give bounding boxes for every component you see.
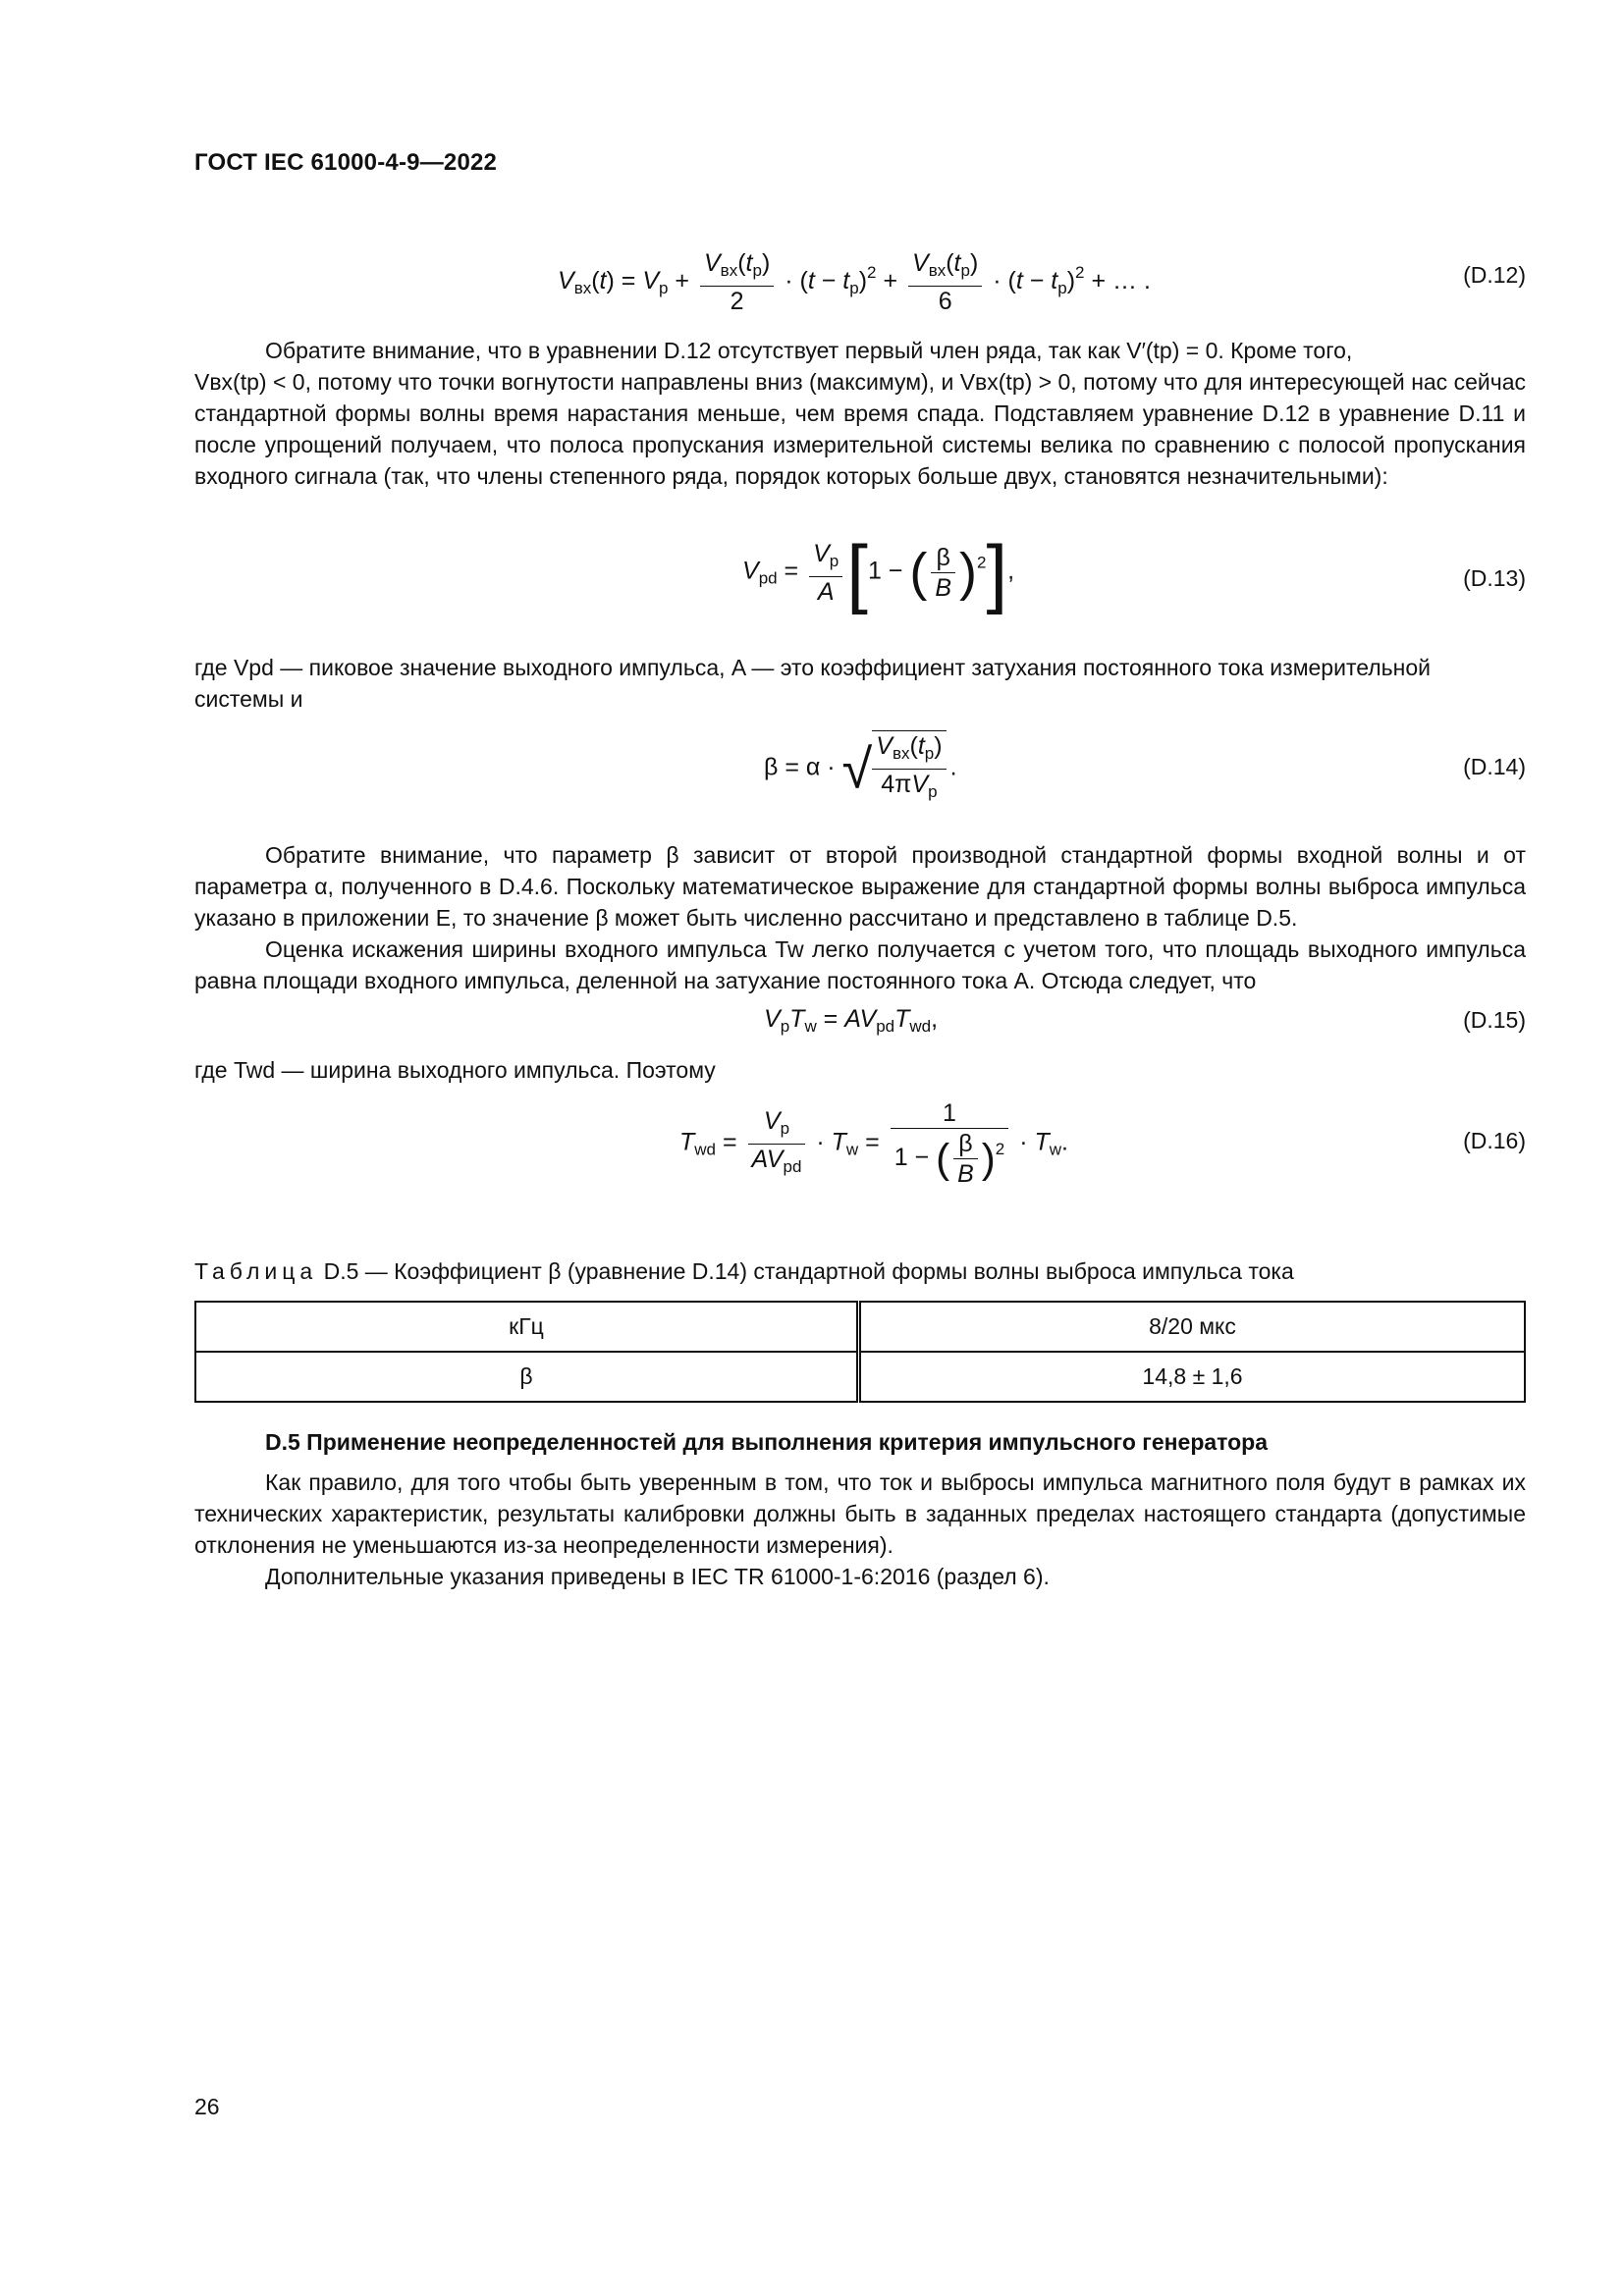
paragraph-2 (194, 839, 1526, 934)
table-cell: кГц (195, 1302, 859, 1352)
paragraph-3 (194, 934, 1526, 996)
paragraph-3-text: Оценка искажения ширины входного импульса Tw легко получается с учетом того, что площадь выходного импульса равна площади входного импульса, деленной на затухание постоянного тока A. Отсюда следует, что (194, 936, 1526, 993)
table-cell: β (195, 1352, 859, 1402)
paragraph-1-line-2: Vвх(tp) < 0, потому что точки вогнутости направлены вниз (максимум), и Vвх(tp) > 0, потому что для интересующей (194, 369, 1405, 395)
page-number: 26 (194, 2094, 220, 2119)
equation-d14 (194, 726, 1526, 815)
equation-d16 (194, 1095, 1526, 1222)
equation-d14-formula: β = α · √ $\frac{V_{вх}(t_p)}{4\pi V_p}$ . (764, 730, 957, 807)
paragraph-1-rest: нас сейчас стандартной формы волны время нарастания меньше, чем время спада. Подставляем уравнение D.12 в уравнение D.11 и после упрощений получаем, что полоса пропускания измерительной системы велика по сравнению с полосой пропускания входного сигнала (так, что члены степенного ряда, порядок которых больше двух, становятся незначительными): (194, 369, 1526, 489)
equation-d12-formula: $V_{вх}(t) = V_p$ + $\frac{V_{вх}(t_p)}{2}$ · $(t - t_p)^2$ + $\frac{V_{вх}(t_p)}{6}$ · $(t - t_p)^2$ + … . (558, 249, 1151, 315)
equation-d16-formula: $T_{wd}$ = $\frac{V_p}{AV_{pd}}$ · $T_w$ = 1 1 − ( $\frac{\beta}{B}$ )$^2$ · $T_w$. (679, 1099, 1068, 1188)
paragraph-2-text: Обратите внимание, что параметр β зависит от второй производной стандартной формы входной волны и от параметра α, полученного в D.4.6. Поскольку математическое выражение для стандартной формы волны выброса импульса указано в приложении E, то значение β может быть численно рассчитано и представлено в таблице D.5. (194, 842, 1526, 931)
definition-vpd: где Vpd — пиковое значение выходного импульса, A — это коэффициент затухания постоянного тока измерительной системы и (194, 655, 1431, 712)
equation-d13 (194, 530, 1526, 628)
equation-number-d13: (D.13) (1463, 565, 1526, 591)
table-row (195, 1302, 1525, 1352)
section-title: D.5 Применение неопределенностей для выполнения критерия импульсного генератора (265, 1429, 1269, 1455)
equation-number-d14: (D.14) (1463, 754, 1526, 779)
equation-d15-formula: $V_pT_w = AV_{pd}T_{wd}$, (764, 1005, 939, 1036)
section-paragraph-1-text: Как правило, для того чтобы быть уверенным в том, что ток и выбросы импульса магнитного поля будут в рамках их технических характеристик, результаты калибровки должны быть в заданных пределах настоящего стандарта (допустимые отклонения не уменьшаются из-за неопределенности измерения). (194, 1469, 1526, 1558)
equation-d12 (194, 240, 1526, 319)
equation-number-d16: (D.16) (1463, 1128, 1526, 1153)
equation-number-d12: (D.12) (1463, 262, 1526, 288)
equation-d13-formula: $V_{pd}$ = $\frac{V_p}{A}$ [1 − ( $\frac{\beta}{B}$ )$^2$], (742, 529, 1015, 615)
paragraph-1 (194, 335, 1526, 492)
section-paragraph-1 (194, 1467, 1526, 1561)
section-paragraph-2-text: Дополнительные указания приведены в IEC TR 61000-1-6:2016 (раздел 6). (265, 1564, 1050, 1589)
document-header: ГОСТ IEC 61000-4-9—2022 (194, 149, 498, 176)
equation-number-d15: (D.15) (1463, 1007, 1526, 1033)
paragraph-1-line-1: Обратите внимание, что в уравнении D.12 отсутствует первый член ряда, так как V′(tp) = 0. Кроме того, (265, 338, 1353, 363)
table-caption (194, 1258, 1294, 1285)
definition-twd: где Twd — ширина выходного импульса. Поэтому (194, 1057, 716, 1083)
table-row (195, 1352, 1525, 1402)
coefficient-table (194, 1301, 1526, 1403)
section-paragraph-2 (194, 1561, 1526, 1592)
table-caption-text: D.5 — Коэффициент β (уравнение D.14) стандартной формы волны выброса импульса тока (323, 1258, 1294, 1284)
equation-d15 (194, 1001, 1526, 1041)
table-cell: 14,8 ± 1,6 (859, 1352, 1526, 1402)
table-cell: 8/20 мкс (859, 1302, 1526, 1352)
table-caption-prefix: Таблица (194, 1258, 318, 1284)
